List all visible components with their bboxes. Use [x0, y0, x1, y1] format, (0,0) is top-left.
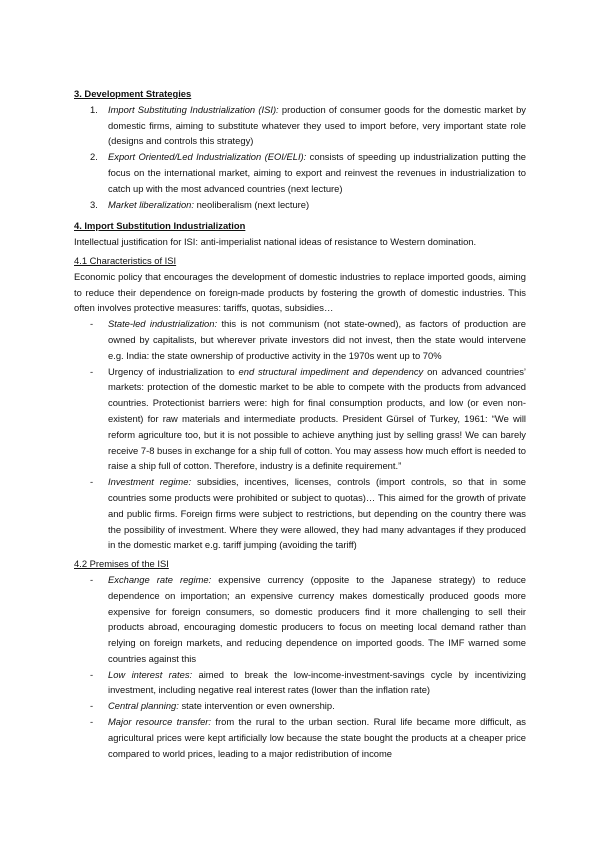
list-number: 3.	[90, 198, 98, 210]
list-item-text: this is not communism (not state-owned), as factors of production are owned by capitalists, but wherever private investors did not invest, then the state would intervene e.g. India: the state ownership of productive activity in the 1970s went up to 70%	[108, 318, 526, 361]
dash-bullet: -	[90, 716, 94, 728]
document-body	[74, 86, 526, 761]
list-item	[74, 667, 526, 699]
list-item-term: Central planning:	[108, 700, 179, 712]
list-item-text: from the rural to the urban section. Rural life became more difficult, as agricultural prices were kept artificially low because the state bought the products at a cheaper price compared to world prices, leading to a major redistribution of income	[108, 716, 526, 759]
subsection-4-1-intro: Economic policy that encourages the development of domestic industries to replace imported goods, aiming to reduce their dependence on foreign-made products by fostering the growth of domestic industries. This often involves protective measures: tariffs, quotas, subsidies…	[74, 270, 526, 314]
list-item-term: end structural impediment and dependency	[238, 365, 424, 377]
development-strategies-list	[74, 102, 526, 213]
premises-list	[74, 572, 526, 762]
list-item-term: Exchange rate regime:	[108, 573, 212, 585]
list-item-term: State-led industrialization:	[108, 318, 218, 330]
list-item-term: Export Oriented/Led Industrialization (EOI/ELI):	[108, 151, 307, 163]
list-item-text: on advanced countries’ markets: protection of the domestic market to be able to compete with the products from advanced countries. Protectionist barriers were: high for final consumption products, and low (or even non-existent) for raw materials and intermediate products. President Gürsel of Turkey, 1961: “We will reform agriculture too, but it is not possible to achieve anything just by selling grass! We can barely receive 7-8 buses in exchange for a ship full of cotton. You may assess how much effort is needed to raise a ship full of cotton. Therefore, industry is a definite requirement.”	[108, 365, 526, 472]
dash-bullet: -	[90, 573, 94, 585]
section-3-heading: 3. Development Strategies	[74, 88, 192, 99]
list-item	[74, 316, 526, 363]
list-item	[74, 572, 526, 667]
list-item-term: Low interest rates:	[108, 668, 193, 680]
list-item-text: production of consumer goods for the domestic market by domestic firms, aiming to substitute whatever they used to import before, very important state role (designs and controls this strategy)	[108, 103, 526, 147]
list-item-text: neoliberalism (next lecture)	[193, 198, 310, 210]
list-item-text: subsidies, incentives, licenses, controls (import controls, so that in some countries some products were prohibited or subject to quotas)… This aimed for the growth of private and public firms. Foreign firms were subject to restrictions, but depending on the country there was the possibility of investment. Where they were allowed, they had many advantages if they produced in the domestic market e.g. tariff jumping (avoiding the tariff)	[108, 476, 526, 551]
dash-bullet: -	[90, 700, 94, 712]
list-item-term: Investment regime:	[108, 476, 192, 488]
section-4-heading: 4. Import Substitution Industrialization	[74, 220, 246, 232]
list-item-pre: Urgency of industrialization to	[108, 365, 239, 377]
list-item	[74, 714, 526, 761]
list-number: 1.	[90, 103, 98, 115]
list-number: 2.	[90, 151, 98, 163]
dash-bullet: -	[90, 365, 94, 377]
dash-bullet: -	[90, 668, 94, 680]
dash-bullet: -	[90, 318, 94, 330]
list-item	[74, 364, 526, 475]
list-item-text: consists of speeding up industrialization putting the focus on the international market, aiming to export and reinvest the revenues in industrialization to catch up with the most advanced countries (next lecture)	[108, 151, 526, 194]
section-4-intro: Intellectual justification for ISI: anti-imperialist national ideas of resistance to Western domination.	[74, 236, 477, 248]
list-item-term: Major resource transfer:	[108, 716, 212, 728]
subsection-4-1-heading: 4.1 Characteristics of ISI	[74, 254, 177, 266]
subsection-4-2-heading: 4.2 Premises of the ISI	[74, 558, 169, 570]
dash-bullet: -	[90, 476, 94, 488]
list-item	[74, 698, 526, 714]
list-item-text: expensive currency (opposite to the Japanese strategy) to reduce dependence on importation; an expensive currency makes domestically produced goods more expensive for foreign consumers, so domestic producers find it more challenging to sell their products abroad, encouraging domestic producers to focus on meeting local demand rather than relying on foreign markets, and reducing dependence on imported goods. The IMF warned some countries against this	[108, 573, 527, 664]
list-item	[74, 102, 526, 149]
list-item-term: Import Substituting Industrialization (ISI):	[108, 103, 279, 115]
list-item	[74, 197, 526, 213]
list-item-term: Market liberalization:	[108, 198, 194, 210]
characteristics-list	[74, 316, 526, 553]
list-item	[74, 149, 526, 196]
list-item-text: aimed to break the low-income-investment-savings cycle by incentivizing investment, including negative real interest rates (lower than the inflation rate)	[108, 668, 526, 696]
list-item	[74, 474, 526, 553]
list-item-text: state intervention or even ownership.	[178, 700, 335, 712]
